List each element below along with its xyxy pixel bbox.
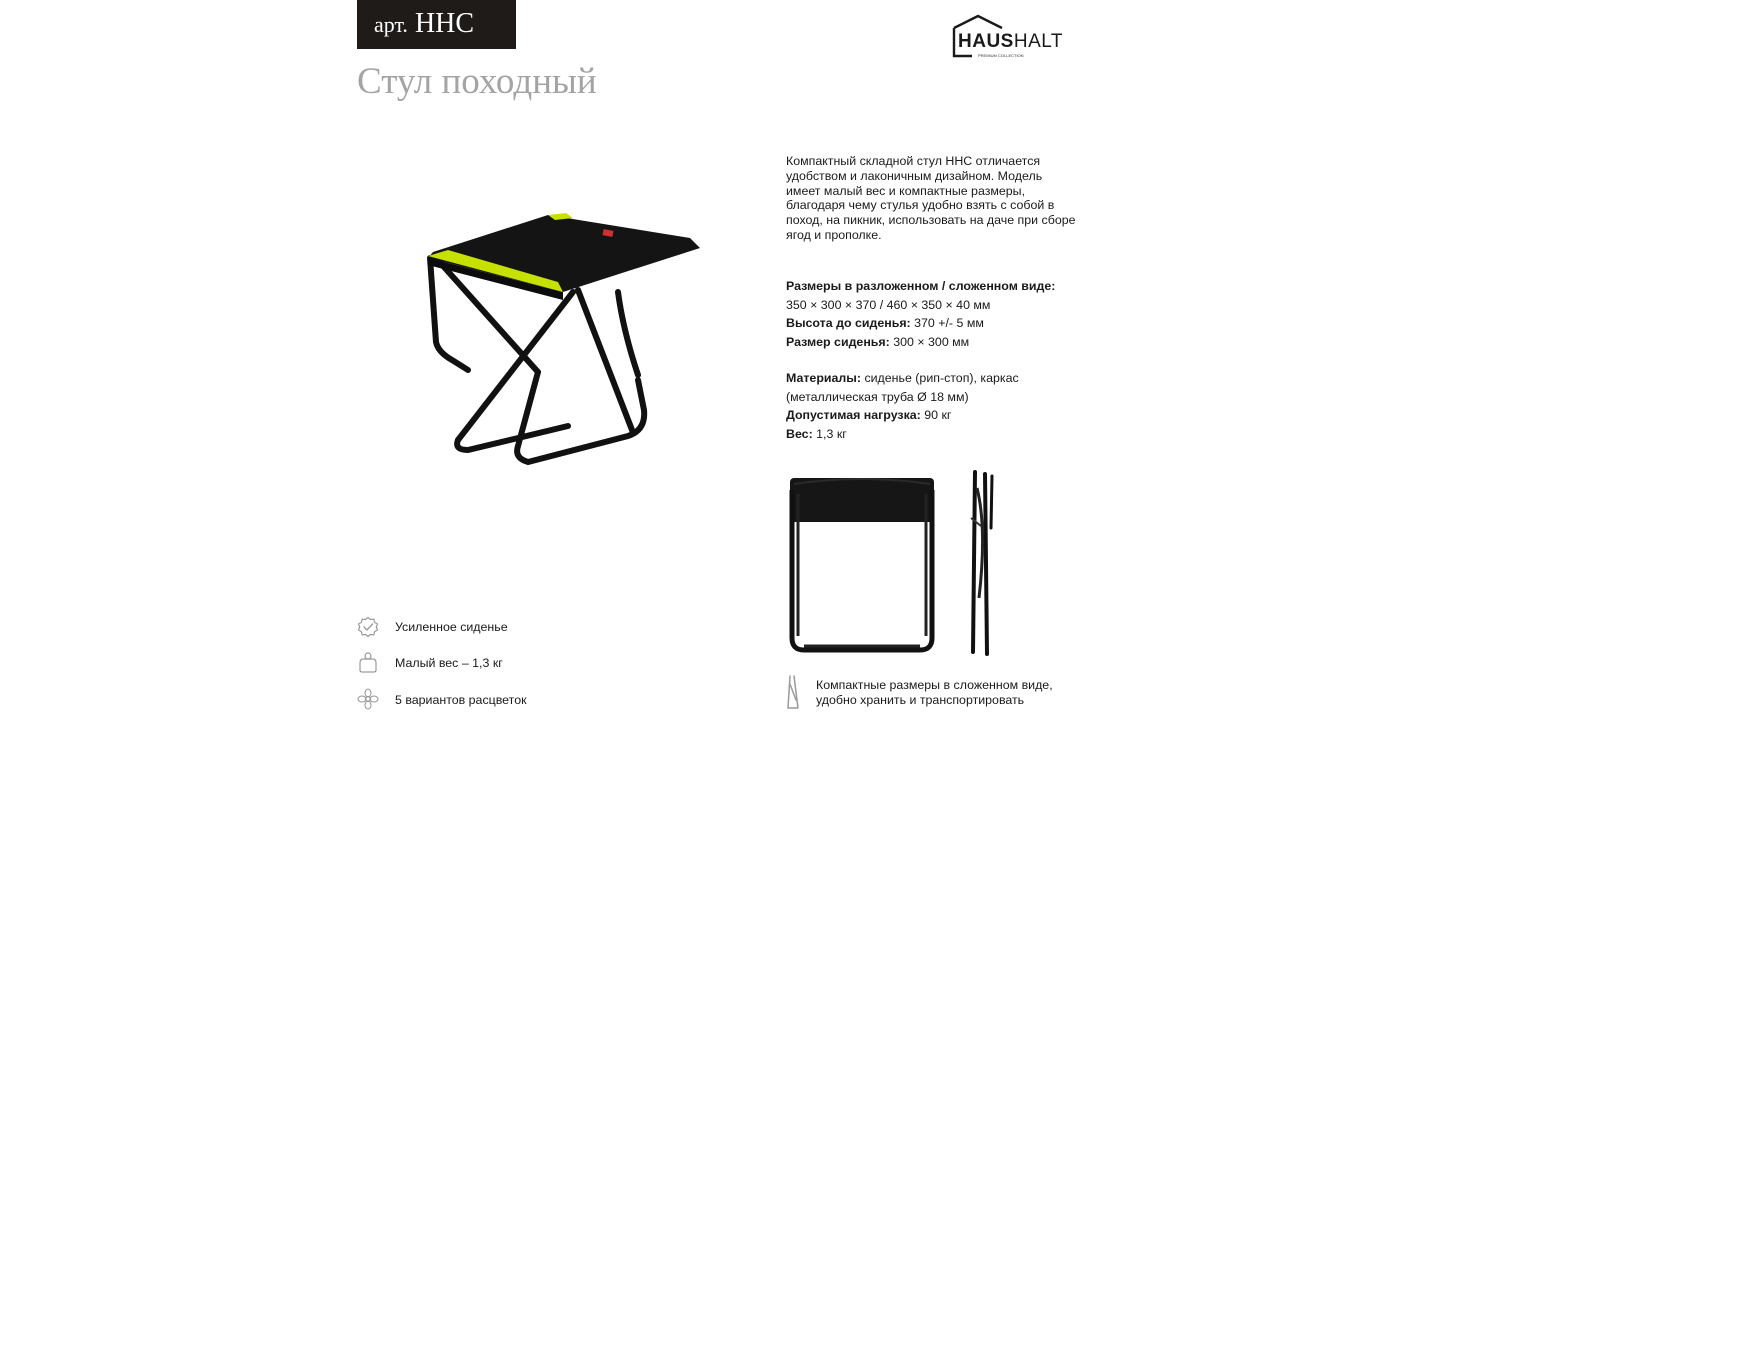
folded-chair-front-image [786, 470, 938, 656]
spec-dimensions-value: 350 × 300 × 370 / 460 × 350 × 40 мм [786, 298, 991, 312]
spec-load-label: Допустимая нагрузка: [786, 408, 921, 422]
article-label [374, 8, 474, 41]
feature-label-reinforced: Усиленное сиденье [395, 620, 508, 634]
compact-note: Компактные размеры в сложенном виде, удобно хранить и транспортировать [816, 678, 1053, 707]
weight-icon [357, 651, 379, 673]
chair-product-image [418, 200, 718, 525]
spec-dimensions-label [786, 277, 1055, 296]
feature-label-weight: Малый вес – 1,3 кг [395, 656, 503, 670]
product-description [786, 154, 1076, 243]
spec-seat-height-value: 370 +/- 5 мм [914, 316, 984, 330]
check-shield-icon [357, 616, 379, 638]
page-title: Стул походный [357, 61, 597, 102]
flower-icon [357, 688, 379, 710]
spec-load-value: 90 кг [924, 408, 952, 422]
folded-chair-side-image [965, 468, 1000, 658]
spec-weight-value: 1,3 кг [816, 427, 847, 441]
spec-materials-label: Материалы: [786, 371, 861, 385]
spec-seat-size-label: Размер сиденья: [786, 335, 890, 349]
spec-materials-value-2: (металлическая труба Ø 18 мм) [786, 390, 969, 404]
spec-seat-size [786, 333, 969, 352]
spec-materials-value-1: сиденье (рип-стоп), каркас [864, 371, 1019, 385]
feature-label-colors: 5 вариантов расцветок [395, 693, 527, 707]
spec-weight [786, 425, 847, 444]
spec-weight-label: Вес: [786, 427, 813, 441]
description-text: Компактный складной стул HHC отличается удобством и лаконичным дизайном. Модель имеет малый вес и компактные размеры, благодаря чему стулья удобно взять с собой в поход, на пикник, использовать на даче при сборе ягод и прополке. [786, 154, 1076, 242]
spec-dimensions-label-text: Размеры в разложенном / сложенном виде: [786, 279, 1056, 293]
brand-tagline: PREMIUM COLLECTION [978, 53, 1024, 58]
spec-seat-height [786, 314, 984, 333]
brand-name-light: HALT [1013, 31, 1064, 52]
spec-seat-size-value: 300 × 300 мм [893, 335, 970, 349]
spec-load [786, 406, 951, 425]
spec-seat-height-label: Высота до сиденья: [786, 316, 911, 330]
brand-name-bold: HAUS [958, 31, 1014, 52]
brand-name [958, 31, 1063, 53]
article-code: HHC [414, 8, 475, 39]
article-prefix: арт. [374, 12, 408, 37]
folded-chair-icon [784, 674, 802, 710]
spec-materials [786, 369, 1019, 388]
